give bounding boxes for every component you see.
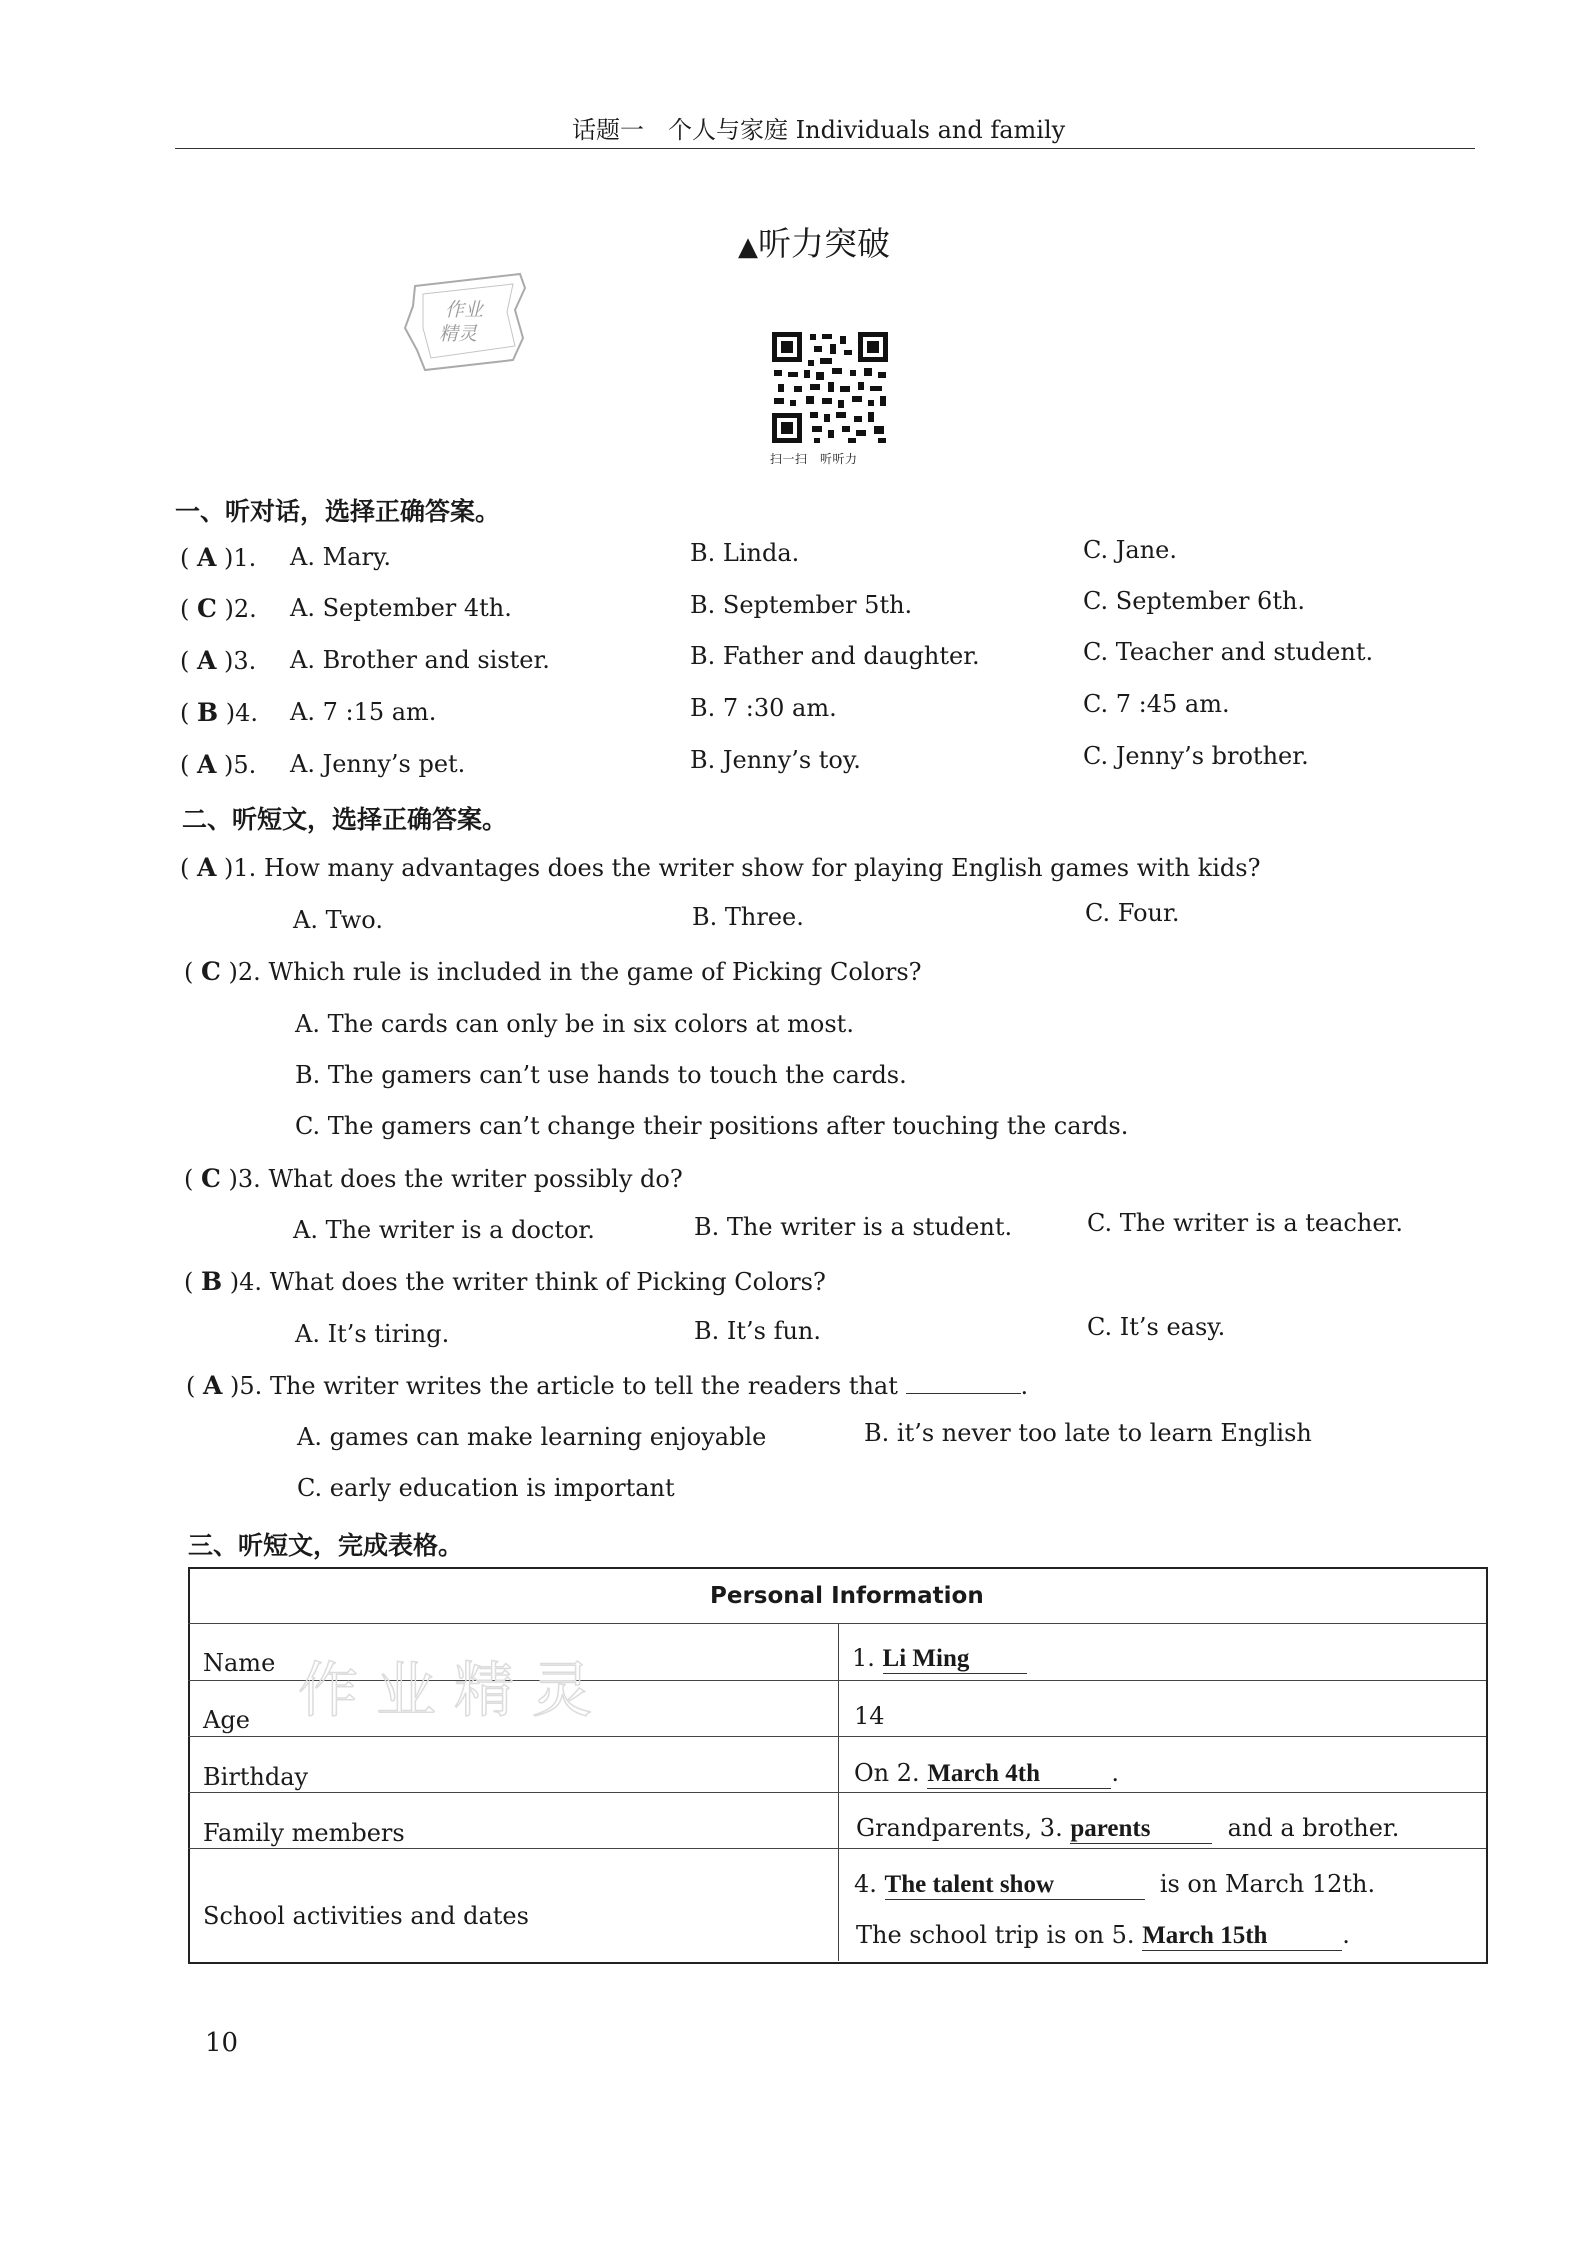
option-a: A. Two. [293, 906, 383, 934]
option-b: B. 7 :30 am. [690, 694, 837, 722]
answer-mark: A [197, 543, 217, 572]
answer-fill: March 15th [1142, 1922, 1342, 1951]
option-c: C. Jane. [1083, 536, 1177, 564]
part2-question-stem: ( B )4. What does the writer think of Picking Colors? [184, 1267, 826, 1296]
table-label: Name [203, 1649, 276, 1677]
option-b: B. it’s never too late to learn English [864, 1419, 1312, 1447]
option-c: C. The gamers can’t change their positions after touching the cards. [295, 1112, 1129, 1140]
table-label: Birthday [203, 1763, 309, 1791]
table-rule [188, 1792, 1486, 1793]
part2-question-stem: ( A )5. The writer writes the article to tell the readers that . [186, 1371, 1029, 1400]
header-rule [175, 148, 1475, 149]
table-rule [188, 1736, 1486, 1737]
stamp-logo [395, 268, 535, 388]
triangle-marker-icon: ▲ [738, 232, 758, 262]
qr-caption: 扫一扫 听听力 [770, 452, 858, 466]
option-a: A. The cards can only be in six colors at most. [295, 1010, 854, 1038]
option-a: A. Jenny’s pet. [290, 750, 466, 778]
answer-blank [906, 1375, 1021, 1394]
table-value: The school trip is on 5. March 15th . [856, 1921, 1350, 1949]
stamp-line2: 精灵 [439, 323, 478, 345]
option-b: B. September 5th. [690, 591, 913, 619]
table-column-divider [838, 1623, 839, 1961]
answer-mark: B [197, 698, 219, 727]
option-c: C. 7 :45 am. [1083, 690, 1230, 718]
table-rule [188, 1623, 1486, 1624]
part2-question-stem: ( C )2. Which rule is included in the game of Picking Colors? [184, 957, 922, 986]
table-label: School activities and dates [203, 1902, 529, 1930]
answer-fill: March 4th [927, 1760, 1111, 1789]
table-label: Family members [203, 1819, 405, 1847]
table-value: Grandparents, 3. parents and a brother. [856, 1814, 1400, 1842]
stamp-line1: 作业 [445, 299, 484, 321]
option-b: B. Three. [692, 903, 804, 931]
page-number: 10 [205, 2028, 239, 2058]
answer-fill: The talent show [885, 1871, 1145, 1900]
qr-code-icon [770, 330, 890, 445]
part1-heading: 一、听对话，选择正确答案。 [175, 497, 501, 526]
option-c: C. Jenny’s brother. [1083, 742, 1309, 770]
answer-fill: Li Ming [883, 1645, 1027, 1674]
option-c: C. Four. [1085, 899, 1180, 927]
table-value: 14 [854, 1702, 885, 1730]
option-b: B. Jenny’s toy. [690, 746, 861, 774]
answer-mark: A [197, 750, 217, 779]
option-a: A. 7 :15 am. [290, 698, 437, 726]
option-b: B. The gamers can’t use hands to touch the cards. [295, 1061, 907, 1089]
part1-question-row: ( B )4. [180, 698, 259, 727]
option-b: B. It’s fun. [694, 1317, 822, 1345]
table-value: 4. The talent show is on March 12th. [854, 1870, 1376, 1898]
table-value: On 2. March 4th . [854, 1759, 1119, 1787]
table-rule [188, 1848, 1486, 1849]
part1-question-row: ( A )3. [180, 646, 257, 675]
part2-question-stem: ( A )1. How many advantages does the writer show for playing English games with kids? [180, 853, 1261, 882]
option-c: C. The writer is a teacher. [1087, 1209, 1403, 1237]
part2-heading: 二、听短文，选择正确答案。 [182, 805, 508, 834]
option-b: B. Father and daughter. [690, 642, 980, 670]
table-value: 1. Li Ming [852, 1644, 1027, 1674]
answer-mark: A [197, 853, 217, 882]
option-b: B. Linda. [690, 539, 800, 567]
part2-question-stem: ( C )3. What does the writer possibly do? [184, 1164, 683, 1193]
answer-mark: C [201, 1164, 221, 1193]
option-b: B. The writer is a student. [694, 1213, 1013, 1241]
answer-fill: parents [1070, 1815, 1212, 1844]
option-c: C. September 6th. [1083, 587, 1306, 615]
table-title: Personal Information [710, 1583, 984, 1609]
part1-question-row: ( A )5. [180, 750, 257, 779]
section-title [738, 218, 890, 265]
option-a: A. Mary. [290, 543, 391, 571]
part1-question-row: ( C )2. [180, 594, 257, 623]
answer-mark: C [197, 594, 217, 623]
running-header: 话题一 个人与家庭 Individuals and family [572, 116, 1066, 144]
option-a: A. It’s tiring. [295, 1320, 450, 1348]
answer-mark: A [197, 646, 217, 675]
part3-heading: 三、听短文，完成表格。 [188, 1531, 464, 1560]
answer-mark: C [201, 957, 221, 986]
option-c: C. early education is important [297, 1474, 675, 1502]
option-a: A. The writer is a doctor. [293, 1216, 595, 1244]
option-c: C. Teacher and student. [1083, 638, 1374, 666]
answer-mark: A [203, 1371, 223, 1400]
part1-question-row: ( A )1. [180, 543, 257, 572]
table-label: Age [203, 1706, 250, 1734]
section-title-text: 听力突破 [758, 224, 890, 263]
option-a: A. Brother and sister. [290, 646, 550, 674]
watermark: 作业精灵 [298, 1658, 610, 1724]
option-a: A. games can make learning enjoyable [297, 1423, 767, 1451]
option-a: A. September 4th. [290, 594, 512, 622]
answer-mark: B [201, 1267, 223, 1296]
option-c: C. It’s easy. [1087, 1313, 1226, 1341]
